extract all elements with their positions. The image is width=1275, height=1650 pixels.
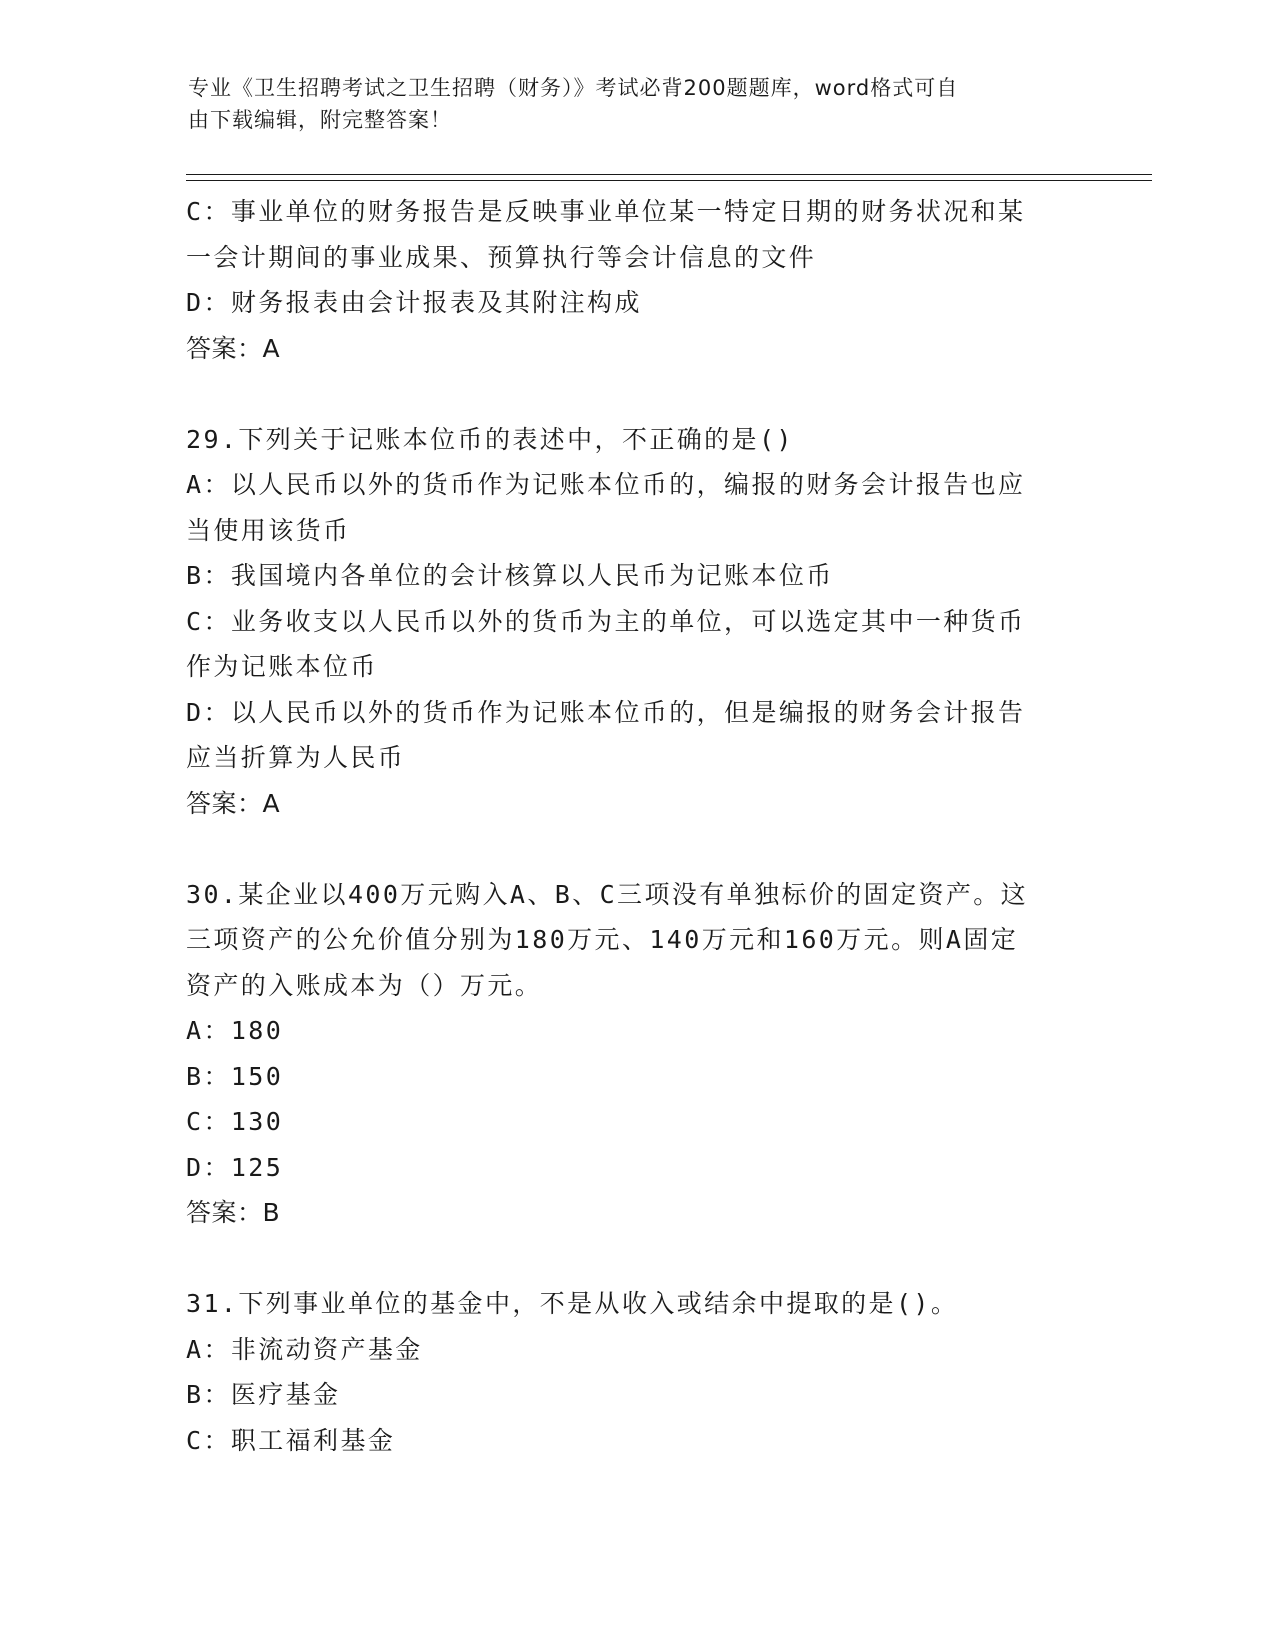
option-line: A：以人民币以外的货币作为记账本位币的，编报的财务会计报告也应 — [186, 470, 1026, 499]
option-line: D：财务报表由会计报表及其附注构成 — [186, 288, 642, 317]
document-header — [188, 72, 1068, 136]
question-list — [186, 189, 1086, 1463]
answer-line: 答案：A — [186, 788, 281, 818]
option-line: C：业务收支以人民币以外的货币为主的单位，可以选定其中一种货币 — [186, 606, 1026, 636]
option-line: 应当折算为人民币 — [186, 743, 406, 772]
header-divider-top — [186, 174, 1152, 175]
question-block — [186, 872, 1086, 1236]
option-line: 当使用该货币 — [186, 515, 351, 545]
option-line: C：事业单位的财务报告是反映事业单位某一特定日期的财务状况和某 — [186, 197, 1026, 226]
option-line: 一会计期间的事业成果、预算执行等会计信息的文件 — [186, 242, 817, 272]
spacer — [186, 1236, 1086, 1282]
option-line: D：以人民币以外的货币作为记账本位币的，但是编报的财务会计报告 — [186, 697, 1026, 727]
question-block — [186, 1281, 1086, 1463]
answer-line: 答案：B — [186, 1198, 281, 1227]
option-line: A：非流动资产基金 — [186, 1334, 423, 1364]
option-line: B：我国境内各单位的会计核算以人民币为记账本位币 — [186, 561, 834, 590]
option-line: C：130 — [186, 1107, 284, 1136]
spacer — [186, 371, 1086, 417]
option-line: C：职工福利基金 — [186, 1425, 396, 1455]
question-stem: 30.某企业以400万元购入A、B、C三项没有单独标价的固定资产。这 — [186, 879, 1029, 909]
option-line: A：180 — [186, 1016, 284, 1045]
spacer — [186, 826, 1086, 872]
header-line-2: 由下载编辑，附完整答案！ — [188, 108, 452, 132]
option-line: B：150 — [186, 1061, 284, 1091]
option-line: B：医疗基金 — [186, 1380, 341, 1409]
question-block — [186, 417, 1086, 827]
option-line: D：125 — [186, 1152, 284, 1182]
question-stem: 资产的入账成本为（）万元。 — [186, 970, 543, 1000]
question-stem: 29.下列关于记账本位币的表述中，不正确的是() — [186, 424, 794, 454]
question-stem: 三项资产的公允价值分别为180万元、140万元和160万元。则A固定 — [186, 925, 1019, 954]
answer-line: 答案：A — [186, 333, 281, 363]
header-line-1: 专业《卫生招聘考试之卫生招聘（财务）》考试必背200题题库，word格式可自 — [188, 76, 959, 100]
question-block — [186, 189, 1086, 371]
header-divider-bottom — [186, 180, 1152, 181]
option-line: 作为记账本位币 — [186, 652, 378, 681]
question-stem: 31.下列事业单位的基金中，不是从收入或结余中提取的是()。 — [186, 1289, 959, 1318]
